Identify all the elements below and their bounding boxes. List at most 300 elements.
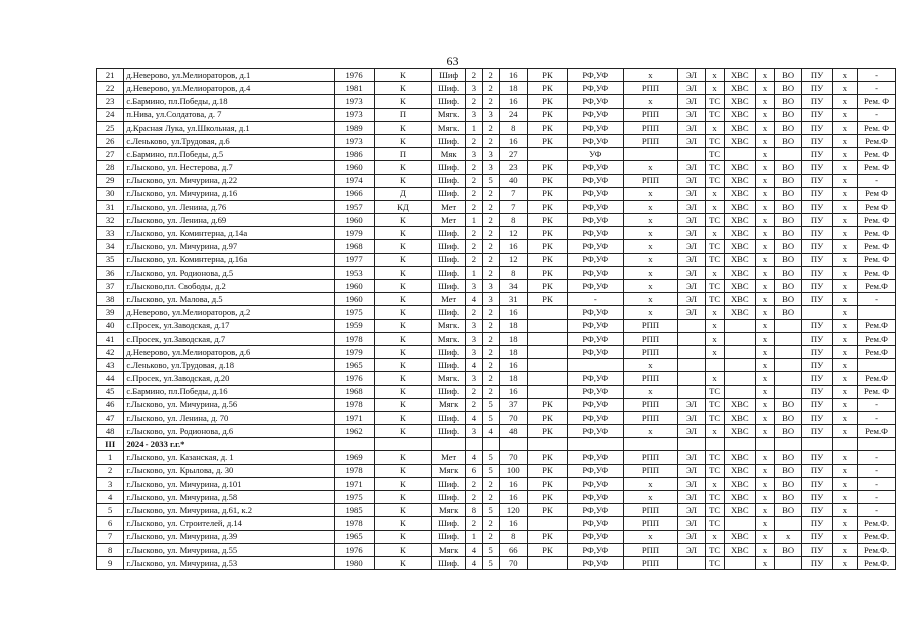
table-cell: ЭЛ — [678, 411, 705, 424]
table-cell: РФ,УФ — [567, 240, 623, 253]
table-cell: х — [756, 280, 775, 293]
table-cell: РК — [527, 411, 567, 424]
table-cell: ЭЛ — [678, 306, 705, 319]
table-cell: ПУ — [802, 504, 832, 517]
table-cell: х — [623, 306, 678, 319]
table-cell: ПУ — [802, 280, 832, 293]
row-number-cell: III — [97, 438, 124, 451]
address-cell: с.Бармино, пл.Победы, д.16 — [124, 385, 334, 398]
table-cell: К — [374, 293, 432, 306]
table-cell: ВО — [774, 477, 801, 490]
table-cell: х — [832, 280, 857, 293]
table-row — [97, 425, 896, 438]
table-cell: Шиф. — [432, 134, 466, 147]
address-cell: с.Просек, ул.Заводская, д.20 — [124, 372, 334, 385]
table-cell: Шиф. — [432, 477, 466, 490]
table-cell: 4 — [465, 359, 482, 372]
table-cell: х — [756, 148, 775, 161]
table-cell: ХВС — [724, 69, 756, 82]
table-cell: ВО — [774, 306, 801, 319]
table-cell: х — [756, 517, 775, 530]
table-cell: ПУ — [802, 477, 832, 490]
table-cell: РФ,УФ — [567, 280, 623, 293]
table-cell: х — [623, 161, 678, 174]
table-cell — [432, 438, 466, 451]
table-cell: К — [374, 214, 432, 227]
table-cell: ХВС — [724, 200, 756, 213]
address-cell: г.Лысково, ул. Казанская, д. 1 — [124, 451, 334, 464]
table-cell: ЭЛ — [678, 227, 705, 240]
table-cell: К — [374, 556, 432, 569]
table-cell: Шиф. — [432, 95, 466, 108]
table-cell: Мягк. — [432, 332, 466, 345]
table-cell: Мягк — [432, 398, 466, 411]
table-cell: ПУ — [802, 345, 832, 358]
table-cell: ЭЛ — [678, 134, 705, 147]
table-cell: х — [832, 385, 857, 398]
address-cell: г.Лысково, ул. Мичурина, д.39 — [124, 530, 334, 543]
table-cell: 16 — [499, 385, 527, 398]
table-cell: 5 — [482, 174, 499, 187]
table-cell: ЭЛ — [678, 82, 705, 95]
table-cell: 2 — [465, 200, 482, 213]
table-cell: ЭЛ — [678, 161, 705, 174]
table-cell: РК — [527, 398, 567, 411]
table-cell: РК — [527, 253, 567, 266]
table-cell — [724, 319, 756, 332]
table-cell: ВО — [774, 134, 801, 147]
address-cell: г.Лысково, ул. Мичурина, д.61, к.2 — [124, 504, 334, 517]
table-cell: ТС — [705, 491, 724, 504]
table-cell: ЭЛ — [678, 108, 705, 121]
table-cell: 16 — [499, 134, 527, 147]
table-cell: 2 — [465, 161, 482, 174]
table-cell: РФ,УФ — [567, 543, 623, 556]
table-cell — [527, 517, 567, 530]
table-cell: РПП — [623, 82, 678, 95]
table-cell: х — [832, 530, 857, 543]
table-cell: х — [623, 385, 678, 398]
table-cell: 1 — [465, 121, 482, 134]
table-cell: К — [374, 491, 432, 504]
table-cell: 3 — [465, 280, 482, 293]
table-cell: х — [832, 451, 857, 464]
address-cell: г.Лысково, ул. Мичурина, д.101 — [124, 477, 334, 490]
table-cell: 24 — [499, 108, 527, 121]
table-cell — [678, 332, 705, 345]
table-cell: 2 — [465, 306, 482, 319]
table-cell: К — [374, 280, 432, 293]
table-cell: ВО — [774, 464, 801, 477]
row-number-cell: 22 — [97, 82, 124, 95]
address-cell: г.Лысково, ул. Мичурина, д.53 — [124, 556, 334, 569]
table-cell — [527, 332, 567, 345]
table-cell: 2 — [465, 253, 482, 266]
table-cell: Мет — [432, 214, 466, 227]
table-cell: х — [756, 425, 775, 438]
table-cell: Шиф. — [432, 517, 466, 530]
table-cell: РФ,УФ — [567, 319, 623, 332]
table-cell: ХВС — [724, 530, 756, 543]
table-cell: 12 — [499, 227, 527, 240]
table-cell: Рем.Ф — [858, 345, 896, 358]
table-row — [97, 253, 896, 266]
table-cell: х — [756, 253, 775, 266]
row-number-cell: 34 — [97, 240, 124, 253]
table-cell: ЭЛ — [678, 504, 705, 517]
table-row — [97, 556, 896, 569]
table-cell: х — [623, 253, 678, 266]
table-row — [97, 530, 896, 543]
table-cell: х — [756, 359, 775, 372]
row-number-cell: 32 — [97, 214, 124, 227]
table-cell: ХВС — [724, 464, 756, 477]
table-cell: х — [832, 504, 857, 517]
table-cell: К — [374, 451, 432, 464]
table-cell: ЭЛ — [678, 253, 705, 266]
table-cell: х — [832, 556, 857, 569]
table-cell: Шиф. — [432, 345, 466, 358]
table-cell: х — [756, 319, 775, 332]
table-cell: ПУ — [802, 148, 832, 161]
table-cell — [774, 332, 801, 345]
table-row — [97, 345, 896, 358]
row-number-cell: 43 — [97, 359, 124, 372]
row-number-cell: 6 — [97, 517, 124, 530]
table-cell: ХВС — [724, 491, 756, 504]
table-cell — [567, 359, 623, 372]
table-cell: 1976 — [334, 543, 374, 556]
table-cell: К — [374, 425, 432, 438]
table-cell: ЭЛ — [678, 517, 705, 530]
table-cell — [678, 438, 705, 451]
table-cell: х — [756, 214, 775, 227]
table-cell: 3 — [482, 161, 499, 174]
table-cell: ПУ — [802, 187, 832, 200]
table-cell — [724, 438, 756, 451]
table-cell: РФ,УФ — [567, 451, 623, 464]
table-cell: 1 — [465, 530, 482, 543]
table-row — [97, 306, 896, 319]
table-cell: 3 — [465, 148, 482, 161]
table-cell: 1960 — [334, 214, 374, 227]
table-cell: Шиф. — [432, 280, 466, 293]
address-cell: г.Лысково, ул. Крылова, д. 30 — [124, 464, 334, 477]
row-number-cell: 44 — [97, 372, 124, 385]
address-cell: д.Неверово, ул.Мелиораторов, д.1 — [124, 69, 334, 82]
table-cell: П — [374, 148, 432, 161]
table-cell: К — [374, 240, 432, 253]
table-row — [97, 108, 896, 121]
table-cell: 70 — [499, 411, 527, 424]
table-row — [97, 266, 896, 279]
table-cell: РК — [527, 491, 567, 504]
table-cell: 1973 — [334, 108, 374, 121]
table-cell: - — [858, 82, 896, 95]
table-cell: К — [374, 306, 432, 319]
row-number-cell: 41 — [97, 332, 124, 345]
table-cell: ХВС — [724, 543, 756, 556]
row-number-cell: 26 — [97, 134, 124, 147]
table-cell: РПП — [623, 121, 678, 134]
address-cell: г.Лысково, ул. Мичурина, д.97 — [124, 240, 334, 253]
table-cell — [724, 359, 756, 372]
table-cell — [724, 345, 756, 358]
table-cell: - — [858, 464, 896, 477]
table-cell: ПУ — [802, 464, 832, 477]
table-cell: 2 — [482, 82, 499, 95]
table-cell: 1978 — [334, 332, 374, 345]
table-cell: ПУ — [802, 121, 832, 134]
table-cell: х — [756, 187, 775, 200]
table-cell: 1960 — [334, 161, 374, 174]
table-cell: Шиф. — [432, 359, 466, 372]
table-cell: 16 — [499, 359, 527, 372]
table-cell: х — [832, 332, 857, 345]
table-cell: 37 — [499, 398, 527, 411]
table-cell: РФ,УФ — [567, 477, 623, 490]
table-cell: ВО — [774, 161, 801, 174]
table-cell: ЭЛ — [678, 280, 705, 293]
table-cell: ПУ — [802, 398, 832, 411]
table-cell: ПУ — [802, 253, 832, 266]
table-cell: ТС — [705, 385, 724, 398]
table-cell: ЭЛ — [678, 69, 705, 82]
table-cell: ХВС — [724, 504, 756, 517]
table-cell: РК — [527, 187, 567, 200]
table-cell: х — [756, 332, 775, 345]
table-cell: 2 — [482, 266, 499, 279]
row-number-cell: 45 — [97, 385, 124, 398]
table-cell: х — [832, 187, 857, 200]
row-number-cell: 21 — [97, 69, 124, 82]
table-cell: РФ,УФ — [567, 161, 623, 174]
table-cell: х — [623, 227, 678, 240]
table-cell: 2 — [465, 134, 482, 147]
table-cell — [678, 319, 705, 332]
table-cell: К — [374, 266, 432, 279]
table-cell: 7 — [499, 187, 527, 200]
table-cell: - — [858, 398, 896, 411]
table-cell: Рем. Ф — [858, 95, 896, 108]
table-cell: К — [374, 227, 432, 240]
table-cell: ЭЛ — [678, 491, 705, 504]
table-row — [97, 227, 896, 240]
table-cell: ЭЛ — [678, 240, 705, 253]
table-cell: Рем.Ф — [858, 332, 896, 345]
table-cell: 66 — [499, 543, 527, 556]
row-number-cell: 28 — [97, 161, 124, 174]
table-cell: 5 — [482, 556, 499, 569]
table-cell: Рем. Ф — [858, 214, 896, 227]
table-row — [97, 240, 896, 253]
table-cell: х — [832, 266, 857, 279]
table-cell: 1978 — [334, 398, 374, 411]
address-cell: с.Просек, ул.Заводская, д.7 — [124, 332, 334, 345]
table-cell: ТС — [705, 134, 724, 147]
table-cell: РПП — [623, 504, 678, 517]
table-cell: Рем.Ф — [858, 319, 896, 332]
table-cell: х — [756, 398, 775, 411]
table-cell: 1968 — [334, 385, 374, 398]
row-number-cell: 38 — [97, 293, 124, 306]
table-cell: х — [832, 240, 857, 253]
table-cell: 7 — [499, 200, 527, 213]
table-cell: 2 — [482, 253, 499, 266]
table-cell: ВО — [774, 398, 801, 411]
table-cell — [832, 438, 857, 451]
table-cell: ЭЛ — [678, 174, 705, 187]
table-cell: ЭЛ — [678, 398, 705, 411]
table-cell: Рем.Ф — [858, 280, 896, 293]
table-cell: РФ,УФ — [567, 187, 623, 200]
table-cell: х — [623, 477, 678, 490]
table-cell: ПУ — [802, 556, 832, 569]
table-cell: ЭЛ — [678, 293, 705, 306]
table-cell: х — [705, 69, 724, 82]
address-cell: с.Леньково, ул.Трудовая, д.6 — [124, 134, 334, 147]
table-cell: Рем. Ф — [858, 266, 896, 279]
row-number-cell: 25 — [97, 121, 124, 134]
table-cell: х — [756, 293, 775, 306]
row-number-cell: 2 — [97, 464, 124, 477]
table-cell: К — [374, 385, 432, 398]
address-cell: г.Лысково, ул. Ленина, д.69 — [124, 214, 334, 227]
table-cell: - — [858, 411, 896, 424]
table-cell: 1960 — [334, 280, 374, 293]
table-cell — [678, 345, 705, 358]
table-cell: 1976 — [334, 69, 374, 82]
table-cell: РК — [527, 464, 567, 477]
table-cell: Мягк. — [432, 319, 466, 332]
table-cell: РФ,УФ — [567, 214, 623, 227]
table-cell: РФ,УФ — [567, 121, 623, 134]
table-cell: РК — [527, 451, 567, 464]
table-cell: 6 — [465, 464, 482, 477]
table-cell: Рем.Ф. — [858, 517, 896, 530]
table-cell: Шиф. — [432, 240, 466, 253]
table-row — [97, 161, 896, 174]
table-cell: ХВС — [724, 398, 756, 411]
table-cell: ТС — [705, 517, 724, 530]
table-cell: РФ,УФ — [567, 227, 623, 240]
table-cell: ХВС — [724, 134, 756, 147]
table-cell: 4 — [465, 556, 482, 569]
address-cell: г.Лысково, ул. Мичурина, д.22 — [124, 174, 334, 187]
row-number-cell: 7 — [97, 530, 124, 543]
table-cell: К — [374, 319, 432, 332]
table-cell: 8 — [499, 530, 527, 543]
table-row — [97, 543, 896, 556]
table-cell: 3 — [482, 280, 499, 293]
table-cell — [724, 556, 756, 569]
table-cell — [623, 438, 678, 451]
table-cell: 2 — [465, 95, 482, 108]
table-cell: 2 — [482, 477, 499, 490]
table-cell — [374, 438, 432, 451]
table-cell: Рем. Ф — [858, 253, 896, 266]
address-cell: п.Нива, ул.Солдатова, д. 7 — [124, 108, 334, 121]
table-cell: ВО — [774, 293, 801, 306]
table-cell: х — [832, 174, 857, 187]
table-cell: ПУ — [802, 82, 832, 95]
table-cell: х — [705, 425, 724, 438]
table-cell: 3 — [465, 345, 482, 358]
table-cell: х — [756, 266, 775, 279]
table-cell: х — [832, 345, 857, 358]
table-cell: РФ,УФ — [567, 95, 623, 108]
table-cell: ВО — [774, 82, 801, 95]
table-cell: 18 — [499, 345, 527, 358]
table-cell: РФ,УФ — [567, 517, 623, 530]
table-cell: х — [705, 345, 724, 358]
table-cell: РК — [527, 174, 567, 187]
row-number-cell: 40 — [97, 319, 124, 332]
table-cell: х — [705, 306, 724, 319]
table-cell — [334, 438, 374, 451]
table-cell: х — [623, 95, 678, 108]
table-cell: х — [832, 134, 857, 147]
table-cell: Рем Ф — [858, 187, 896, 200]
table-cell: - — [858, 108, 896, 121]
table-cell: Шиф. — [432, 266, 466, 279]
table-cell: х — [623, 359, 678, 372]
table-row — [97, 372, 896, 385]
table-cell: х — [756, 174, 775, 187]
address-cell: г.Лысково, ул. Коминтерна, д.16а — [124, 253, 334, 266]
table-cell: ПУ — [802, 293, 832, 306]
table-cell: РК — [527, 530, 567, 543]
table-cell: х — [756, 69, 775, 82]
table-row — [97, 82, 896, 95]
table-cell: РПП — [623, 372, 678, 385]
table-cell: 4 — [465, 543, 482, 556]
table-cell — [724, 148, 756, 161]
address-cell: д.Неверово, ул.Мелиораторов, д.6 — [124, 345, 334, 358]
table-row — [97, 200, 896, 213]
table-cell: ХВС — [724, 253, 756, 266]
address-cell: с.Просек, ул.Заводская, д.17 — [124, 319, 334, 332]
table-cell: х — [832, 491, 857, 504]
table-cell: ВО — [774, 95, 801, 108]
table-cell: ВО — [774, 174, 801, 187]
table-cell: 2 — [465, 187, 482, 200]
table-row — [97, 293, 896, 306]
table-cell: РПП — [623, 543, 678, 556]
table-cell: ВО — [774, 425, 801, 438]
table-cell: 70 — [499, 556, 527, 569]
table-cell — [774, 556, 801, 569]
address-cell: с.Бармино, пл.Победы, д.5 — [124, 148, 334, 161]
table-cell: х — [756, 161, 775, 174]
table-cell: 48 — [499, 425, 527, 438]
table-cell: 16 — [499, 306, 527, 319]
table-cell: 2 — [482, 530, 499, 543]
table-cell: К — [374, 477, 432, 490]
table-cell: К — [374, 69, 432, 82]
table-cell: РФ,УФ — [567, 504, 623, 517]
table-cell: ПУ — [802, 161, 832, 174]
table-cell: 5 — [482, 464, 499, 477]
table-cell — [678, 556, 705, 569]
row-number-cell: 35 — [97, 253, 124, 266]
table-cell: 1957 — [334, 200, 374, 213]
table-cell: Мет — [432, 200, 466, 213]
table-cell: ПУ — [802, 69, 832, 82]
table-cell: К — [374, 95, 432, 108]
table-cell: К — [374, 504, 432, 517]
table-cell: 2 — [482, 69, 499, 82]
